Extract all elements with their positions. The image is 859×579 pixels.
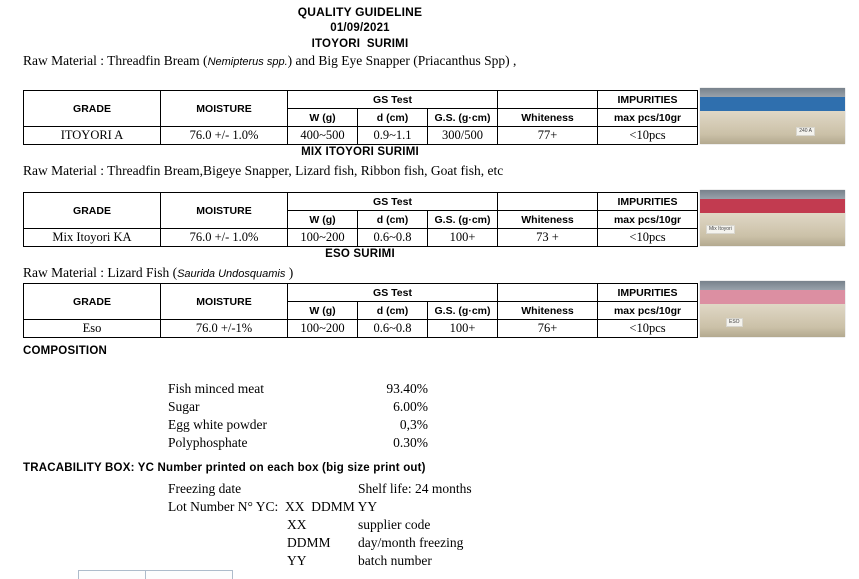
code-ddmm: DDMM: [287, 535, 331, 550]
composition-value: 93.40%: [386, 381, 428, 396]
freezing-date-row: [23, 480, 697, 498]
code-yy-desc: batch number: [358, 553, 432, 568]
gs-value: 100+: [428, 229, 498, 247]
composition-label: Sugar: [168, 399, 200, 414]
next-page-fragment-cell: [145, 570, 233, 579]
w-value: 400~500: [288, 127, 358, 145]
impurities-header: IMPURITIES: [598, 193, 698, 211]
gs-value: 100+: [428, 320, 498, 338]
raw-material-itoyori: [23, 53, 516, 69]
raw-material-itoyori-text: Raw Material : Threadfin Bream (: [23, 53, 208, 68]
composition-value: 6.00%: [393, 399, 428, 414]
mix-itoyori-product-photo: [700, 190, 845, 246]
grade-value: Eso: [24, 320, 161, 338]
impurities-value: <10pcs: [598, 127, 698, 145]
surimi-block: [700, 111, 845, 144]
itoyori-grade-table: [23, 90, 698, 145]
raw-material-eso: [23, 265, 293, 281]
raw-material-eso-tail: ): [285, 265, 294, 280]
composition-value: 0.30%: [393, 435, 428, 450]
raw-material-itoyori-latin: Nemipterus spp.: [207, 56, 288, 68]
whiteness-header-spacer: [498, 284, 598, 302]
moisture-header: MOISTURE: [161, 284, 288, 320]
w-value: 100~200: [288, 229, 358, 247]
composition-row: [168, 380, 428, 398]
eso-grade-table: [23, 283, 698, 338]
eso-product-photo: [700, 281, 845, 337]
whiteness-header: Whiteness: [498, 302, 598, 320]
code-ddmm-desc: day/month freezing: [358, 535, 464, 550]
w-header: W (g): [288, 302, 358, 320]
impurities-sub-header: max pcs/10gr: [598, 109, 698, 127]
raw-material-mix: [23, 163, 503, 179]
photo-background: [700, 281, 845, 290]
code-yy: YY: [287, 553, 307, 568]
composition-row: [168, 416, 428, 434]
photo-background: [700, 190, 845, 199]
impurities-sub-header: max pcs/10gr: [598, 302, 698, 320]
raw-material-eso-latin: Saurida Undosquamis: [177, 268, 286, 280]
composition-label: Egg white powder: [168, 417, 267, 432]
impurities-sub-header: max pcs/10gr: [598, 211, 698, 229]
gs-header: G.S. (g·cm): [428, 109, 498, 127]
document-title: QUALITY GUIDELINE: [297, 5, 423, 19]
code-row-xx: [23, 516, 697, 534]
d-header: d (cm): [358, 109, 428, 127]
code-row-yy: [23, 552, 697, 570]
grade-header: GRADE: [24, 284, 161, 320]
document-date: 01/09/2021: [330, 22, 390, 34]
section-heading-itoyori: ITOYORI SURIMI: [311, 38, 409, 50]
lot-number-row: [23, 498, 697, 516]
traceability-block: [23, 480, 697, 570]
impurities-value: <10pcs: [598, 229, 698, 247]
d-value: 0.6~0.8: [358, 229, 428, 247]
section-heading-mix: MIX ITOYORI SURIMI: [301, 146, 419, 158]
whiteness-value: 76+: [498, 320, 598, 338]
gs-test-header: GS Test: [288, 193, 498, 211]
gs-value: 300/500: [428, 127, 498, 145]
freezing-date-label: Freezing date: [168, 481, 242, 496]
raw-material-itoyori-tail: ) and Big Eye Snapper (Priacanthus Spp) ,: [287, 53, 517, 68]
eso-photo-tag: ESO: [726, 318, 743, 327]
lot-number-text: Lot Number N° YC: XX DDMM YY: [168, 499, 378, 514]
w-value: 100~200: [288, 320, 358, 338]
traceability-title: TRACABILITY BOX: YC Number printed on each box (big size print out): [23, 462, 426, 474]
composition-row: [168, 398, 428, 416]
composition-value: 0,3%: [399, 417, 428, 432]
whiteness-header: Whiteness: [498, 109, 598, 127]
raw-material-mix-text: Raw Material : Threadfin Bream,Bigeye Snapper, Lizard fish, Ribbon fish, Goat fish, etc: [23, 163, 504, 178]
raw-material-eso-text: Raw Material : Lizard Fish (: [23, 265, 178, 280]
next-page-fragment-cell: [78, 570, 147, 579]
whiteness-value: 77+: [498, 127, 598, 145]
moisture-value: 76.0 +/- 1.0%: [161, 229, 288, 247]
gs-test-header: GS Test: [288, 91, 498, 109]
impurities-header: IMPURITIES: [598, 91, 698, 109]
itoyori-photo-tag: 240 A: [796, 127, 815, 136]
composition-title: COMPOSITION: [23, 345, 107, 357]
moisture-header: MOISTURE: [161, 193, 288, 229]
shelf-life-text: Shelf life: 24 months: [358, 481, 472, 496]
moisture-header: MOISTURE: [161, 91, 288, 127]
grade-value: ITOYORI A: [24, 127, 161, 145]
surimi-block: [700, 304, 845, 337]
d-value: 0.9~1.1: [358, 127, 428, 145]
code-row-ddmm: [23, 534, 697, 552]
composition-list: [23, 380, 697, 452]
whiteness-header-spacer: [498, 91, 598, 109]
gs-header: G.S. (g·cm): [428, 302, 498, 320]
composition-label: Fish minced meat: [168, 381, 264, 396]
d-header: d (cm): [358, 302, 428, 320]
mix-grade-table: [23, 192, 698, 247]
code-xx: XX: [287, 517, 307, 532]
whiteness-header: Whiteness: [498, 211, 598, 229]
mix-color-band: [700, 199, 845, 213]
gs-header: G.S. (g·cm): [428, 211, 498, 229]
section-heading-eso: ESO SURIMI: [325, 248, 395, 260]
moisture-value: 76.0 +/- 1.0%: [161, 127, 288, 145]
itoyori-color-band: [700, 97, 845, 111]
code-xx-desc: supplier code: [358, 517, 431, 532]
itoyori-product-photo: [700, 88, 845, 144]
moisture-value: 76.0 +/-1%: [161, 320, 288, 338]
whiteness-header-spacer: [498, 193, 598, 211]
composition-row: [168, 434, 428, 452]
grade-header: GRADE: [24, 91, 161, 127]
w-header: W (g): [288, 211, 358, 229]
mix-photo-tag: Mix Itoyori: [706, 225, 735, 234]
whiteness-value: 73 +: [498, 229, 598, 247]
grade-header: GRADE: [24, 193, 161, 229]
impurities-value: <10pcs: [598, 320, 698, 338]
d-value: 0.6~0.8: [358, 320, 428, 338]
photo-background: [700, 88, 845, 97]
eso-color-band: [700, 290, 845, 304]
gs-test-header: GS Test: [288, 284, 498, 302]
d-header: d (cm): [358, 211, 428, 229]
composition-label: Polyphosphate: [168, 435, 248, 450]
grade-value: Mix Itoyori KA: [24, 229, 161, 247]
impurities-header: IMPURITIES: [598, 284, 698, 302]
w-header: W (g): [288, 109, 358, 127]
